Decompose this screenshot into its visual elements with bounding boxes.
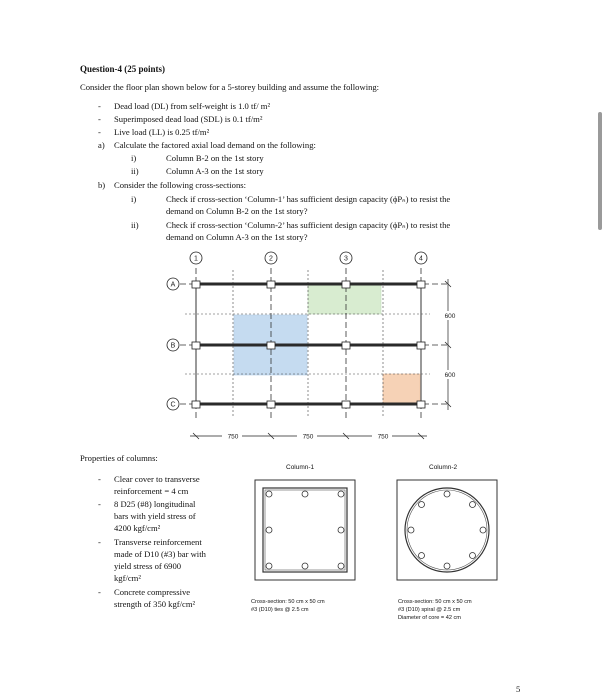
column2-title: Column-2 [429, 464, 458, 471]
panel-blue [234, 315, 307, 345]
property-bullet: - [98, 587, 101, 597]
column1-title: Column-1 [286, 464, 315, 471]
grid-label-3: 3 [344, 255, 348, 263]
column-a3 [342, 281, 350, 288]
column-a4 [417, 281, 425, 288]
column-a1 [192, 281, 200, 288]
column2-section [396, 479, 498, 581]
property-bullet: - [98, 537, 101, 547]
rebar [266, 491, 272, 497]
property-line: Transverse reinforcement [114, 537, 202, 547]
column-c2 [267, 401, 275, 408]
grid-label-c: C [170, 401, 176, 409]
rebar [338, 491, 344, 497]
property-bullet: - [98, 474, 101, 484]
property-line: Concrete compressive [114, 587, 191, 597]
part-a-item-text: Column B-2 on the 1st story [166, 153, 264, 163]
part-b-item-line1: Check if cross-section ‘Column-1’ has sufficient design capacity (ϕPₙ) to resist the [166, 194, 451, 204]
rebar [444, 491, 450, 497]
rebar [408, 527, 414, 533]
part-b-item-num: i) [131, 194, 137, 204]
property-line: bars with yield stress of [114, 511, 196, 521]
rebar [266, 563, 272, 569]
dimension-label: 750 [302, 433, 314, 441]
property-line: 8 D25 (#8) longitudinal [114, 499, 196, 509]
column-b2 [267, 342, 275, 349]
panel-blue [234, 345, 307, 375]
part-a-item-text: Column A-3 on the 1st story [166, 166, 264, 176]
part-a-label: a) [98, 140, 105, 150]
rebar [419, 502, 425, 508]
column2-caption-line2: #3 (D10) spiral @ 2.5 cm [398, 607, 461, 613]
rebar [444, 563, 450, 569]
property-line: made of D10 (#3) bar with [114, 549, 206, 559]
page-number: 5 [516, 684, 521, 694]
rebar [480, 527, 486, 533]
column2-caption-line1: Cross-section: 50 cm x 50 cm [398, 599, 472, 605]
rebar [470, 502, 476, 508]
vertical-scrollbar[interactable] [598, 112, 602, 230]
assumption-bullet: - [98, 101, 101, 111]
rebar [302, 563, 308, 569]
dimension-label: 600 [444, 372, 456, 379]
property-line: kgf/cm² [114, 573, 141, 583]
part-a-item-num: i) [131, 153, 137, 163]
column-c3 [342, 401, 350, 408]
grid-label-1: 1 [194, 255, 198, 263]
column2-caption-line3: Diameter of core = 42 cm [398, 615, 461, 621]
column-b3 [342, 342, 350, 349]
part-b-label: b) [98, 180, 106, 190]
panel-orange [383, 374, 420, 404]
panel-green [308, 284, 381, 314]
part-b-item-line2: demand on Column B-2 on the 1st story? [166, 206, 308, 216]
assumption-dead-load: Dead load (DL) from self-weight is 1.0 tf/ m² [114, 101, 271, 111]
part-a-item-num: ii) [131, 166, 139, 176]
dimension-label: 750 [377, 433, 389, 441]
assumption-live-load: Live load (LL) is 0.25 tf/m² [114, 127, 210, 137]
column-a2 [267, 281, 275, 288]
dimension-label: 600 [444, 313, 456, 320]
property-line: reinforcement = 4 cm [114, 486, 189, 496]
rebar [266, 527, 272, 533]
column-b1 [192, 342, 200, 349]
grid-label-4: 4 [419, 255, 423, 263]
floor-plan [150, 245, 480, 450]
assumption-bullet: - [98, 127, 101, 137]
property-line: 4200 kgf/cm² [114, 523, 161, 533]
column-b4 [417, 342, 425, 349]
property-line: yield stress of 6900 [114, 561, 182, 571]
question-title: Question-4 (25 points) [80, 64, 166, 74]
part-b-text: Consider the following cross-sections: [114, 180, 246, 190]
property-line: Clear cover to transverse [114, 474, 200, 484]
column-c1 [192, 401, 200, 408]
part-b-item-line1: Check if cross-section ‘Column-2’ has sufficient design capacity (ϕPₙ) to resist the [166, 220, 451, 230]
grid-label-a: A [170, 281, 176, 289]
part-b-item-num: ii) [131, 220, 139, 230]
dimension-label: 750 [227, 433, 239, 441]
rebar [338, 563, 344, 569]
properties-title: Properties of columns: [80, 453, 158, 463]
column1-caption-line2: #3 (D10) ties @ 2.5 cm [251, 607, 309, 613]
column1-section [254, 479, 356, 581]
rebar [338, 527, 344, 533]
part-b-item-line2: demand on Column A-3 on the 1st story? [166, 232, 308, 242]
rebar [470, 553, 476, 559]
rebar [419, 553, 425, 559]
part-a-text: Calculate the factored axial load demand on the following: [114, 140, 316, 150]
assumption-bullet: - [98, 114, 101, 124]
property-line: strength of 350 kgf/cm² [114, 599, 196, 609]
property-bullet: - [98, 499, 101, 509]
grid-label-2: 2 [269, 255, 273, 263]
column-c4 [417, 401, 425, 408]
rebar [302, 491, 308, 497]
question-intro: Consider the floor plan shown below for a 5-storey building and assume the following: [80, 82, 380, 92]
grid-label-b: B [170, 342, 176, 350]
assumption-sdl: Superimposed dead load (SDL) is 0.1 tf/m² [114, 114, 263, 124]
column1-caption-line1: Cross-section: 50 cm x 50 cm [251, 599, 325, 605]
